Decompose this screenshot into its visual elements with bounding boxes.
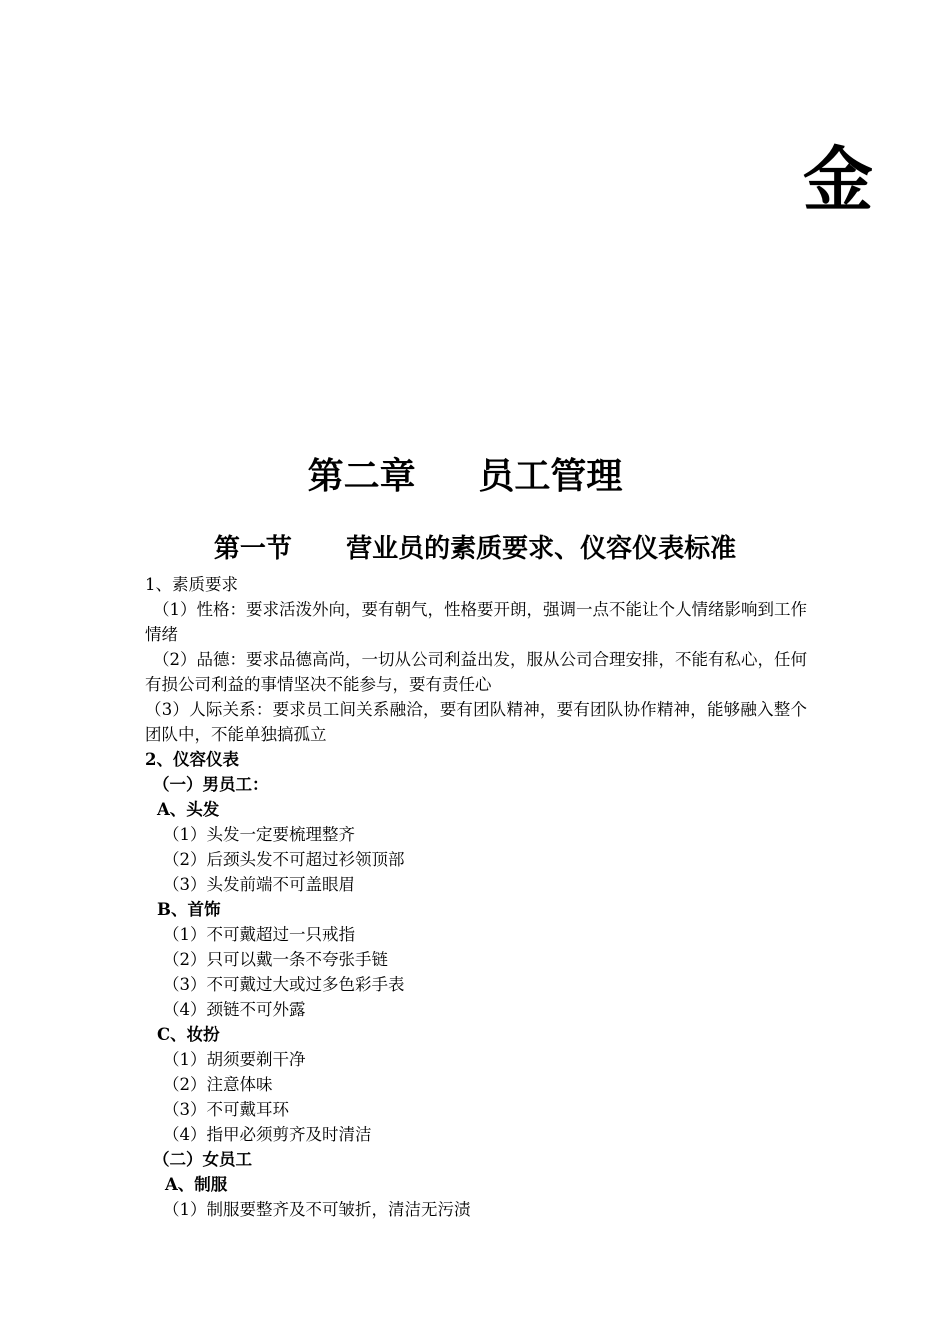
list-item: （2）注意体味 <box>163 1075 273 1094</box>
heading-male-staff: （一）男员工： <box>153 775 269 794</box>
heading-grooming: C、妆扮 <box>157 1025 220 1044</box>
heading-appearance: 2、仪容仪表 <box>145 750 239 769</box>
heading-female-staff: （二）女员工 <box>153 1150 252 1169</box>
paragraph-morality: （2）品德：要求品德高尚，一切从公司利益出发，服从公司合理安排，不能有私心，任何有损公司利益的事情坚决不能参与，要有责任心 <box>145 650 807 694</box>
list-item: （2）只可以戴一条不夸张手链 <box>163 950 388 969</box>
list-item: （4）颈链不可外露 <box>163 1000 306 1019</box>
paragraph-relationships: （3）人际关系：要求员工间关系融洽，要有团队精神，要有团队协作精神，能够融入整个团队中，不能单独搞孤立 <box>145 700 807 744</box>
list-item: （1）不可戴超过一只戒指 <box>163 925 355 944</box>
chapter-title: 第二章 员工管理 <box>307 455 623 497</box>
list-item: （1）制服要整齐及不可皱折，清洁无污渍 <box>163 1200 471 1219</box>
list-item: （3）头发前端不可盖眼眉 <box>163 875 355 894</box>
heading-hair: A、头发 <box>157 800 220 819</box>
list-item: （1）头发一定要梳理整齐 <box>163 825 355 844</box>
list-item: （2）后颈头发不可超过衫领顶部 <box>163 850 405 869</box>
list-item: （4）指甲必须剪齐及时清洁 <box>163 1125 372 1144</box>
list-item: （3）不可戴过大或过多色彩手表 <box>163 975 405 994</box>
heading-accessories: B、首饰 <box>157 900 221 919</box>
list-item: （3）不可戴耳环 <box>163 1100 289 1119</box>
document-body <box>145 572 807 1222</box>
section-title: 第一节 营业员的素质要求、仪容仪表标准 <box>213 534 737 564</box>
heading-uniform: A、制服 <box>165 1175 228 1194</box>
paragraph-personality: （1）性格：要求活泼外向，要有朝气，性格要开朗，强调一点不能让个人情绪影响到工作情绪 <box>145 600 807 644</box>
heading-quality-requirements: 1、素质要求 <box>145 575 238 594</box>
corner-glyph: 金 <box>803 138 873 221</box>
list-item: （1）胡须要剃干净 <box>163 1050 306 1069</box>
